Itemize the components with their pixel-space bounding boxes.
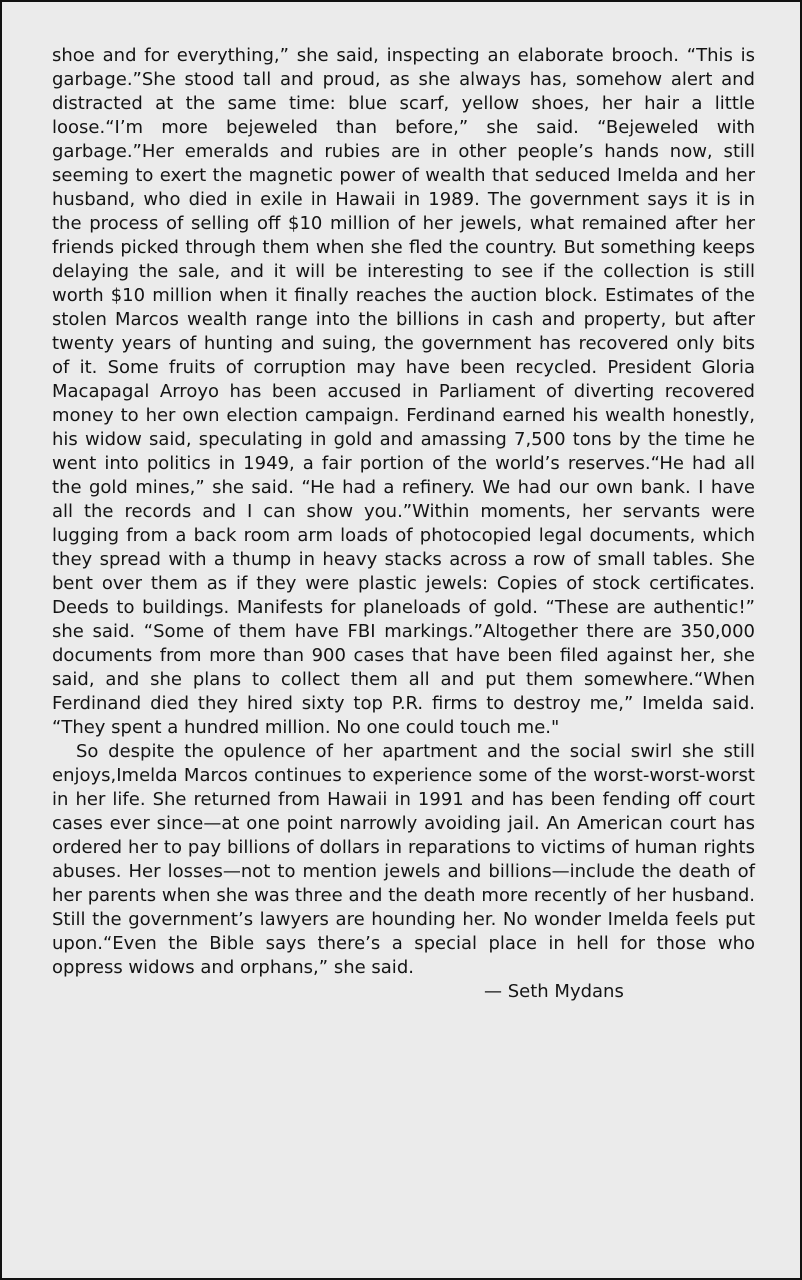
paragraph-1: shoe and for everything,” she said, inspecting an elaborate brooch. “This is garbage.”She stood tall and proud, as she always has, somehow alert and distracted at the same time: blue scarf, yellow shoes, her hair a little loose.“I’m more bejeweled than before,” she said. “Bejeweled with garbage.”Her emeralds and rubies are in other people’s hands now, still seeming to exert the magnetic power of wealth that seduced Imelda and her husband, who died in exile in Hawaii in 1989. The government says it is in the process of selling off $10 million of her jewels, what remained after her friends picked through them when she fled the country. But something keeps delaying the sale, and it will be interesting to see if the collection is still worth $10 million when it finally reaches the auction block. Estimates of the stolen Marcos wealth range into the billions in cash and property, but after twenty years of hunting and suing, the government has recovered only bits of it. Some fruits of corruption may have been recycled. President Gloria Macapagal Arroyo has been accused in Parliament of diverting recovered money to her own election campaign. Ferdinand earned his wealth honestly, his widow said, speculating in gold and amassing 7,500 tons by the time he went into politics in 1949, a fair portion of the world’s reserves.“He had all the gold mines,” she said. “He had a refinery. We had our own bank. I have all the records and I can show you.”Within moments, her servants were lugging from a back room arm loads of photocopied legal documents, which they spread with a thump in heavy stacks across a row of small tables. She bent over them as if they were plastic jewels: Copies of stock certificates. Deeds to buildings. Manifests for planeloads of gold. “These are authentic!” she said. “Some of them have FBI markings.”Altogether there are 350,000 documents from more than 900 cases that have been filed against her, she said, and she plans to collect them all and put them somewhere.“When Ferdinand died they hired sixty top P.R. firms to destroy me,” Imelda said. “They spent a hundred million. No one could touch me." bbox=[52, 45, 755, 738]
paragraph-2: So despite the opulence of her apartment and the social swirl she still enjoys,Imelda Marcos continues to experience some of the worst-worst-worst in her life. She returned from Hawaii in 1991 and has been fending off court cases ever since—at one point narrowly avoiding jail. An American court has ordered her to pay billions of dollars in reparations to victims of human rights abuses. Her losses—not to mention jewels and billions—include the death of her parents when she was three and the death more recently of her husband. Still the government’s lawyers are hounding her. No wonder Imelda feels put upon.“Even the Bible says there’s a special place in hell for those who oppress widows and orphans,” she said. bbox=[52, 741, 755, 978]
byline: — Seth Mydans bbox=[484, 981, 624, 1002]
article-body bbox=[52, 44, 755, 1004]
